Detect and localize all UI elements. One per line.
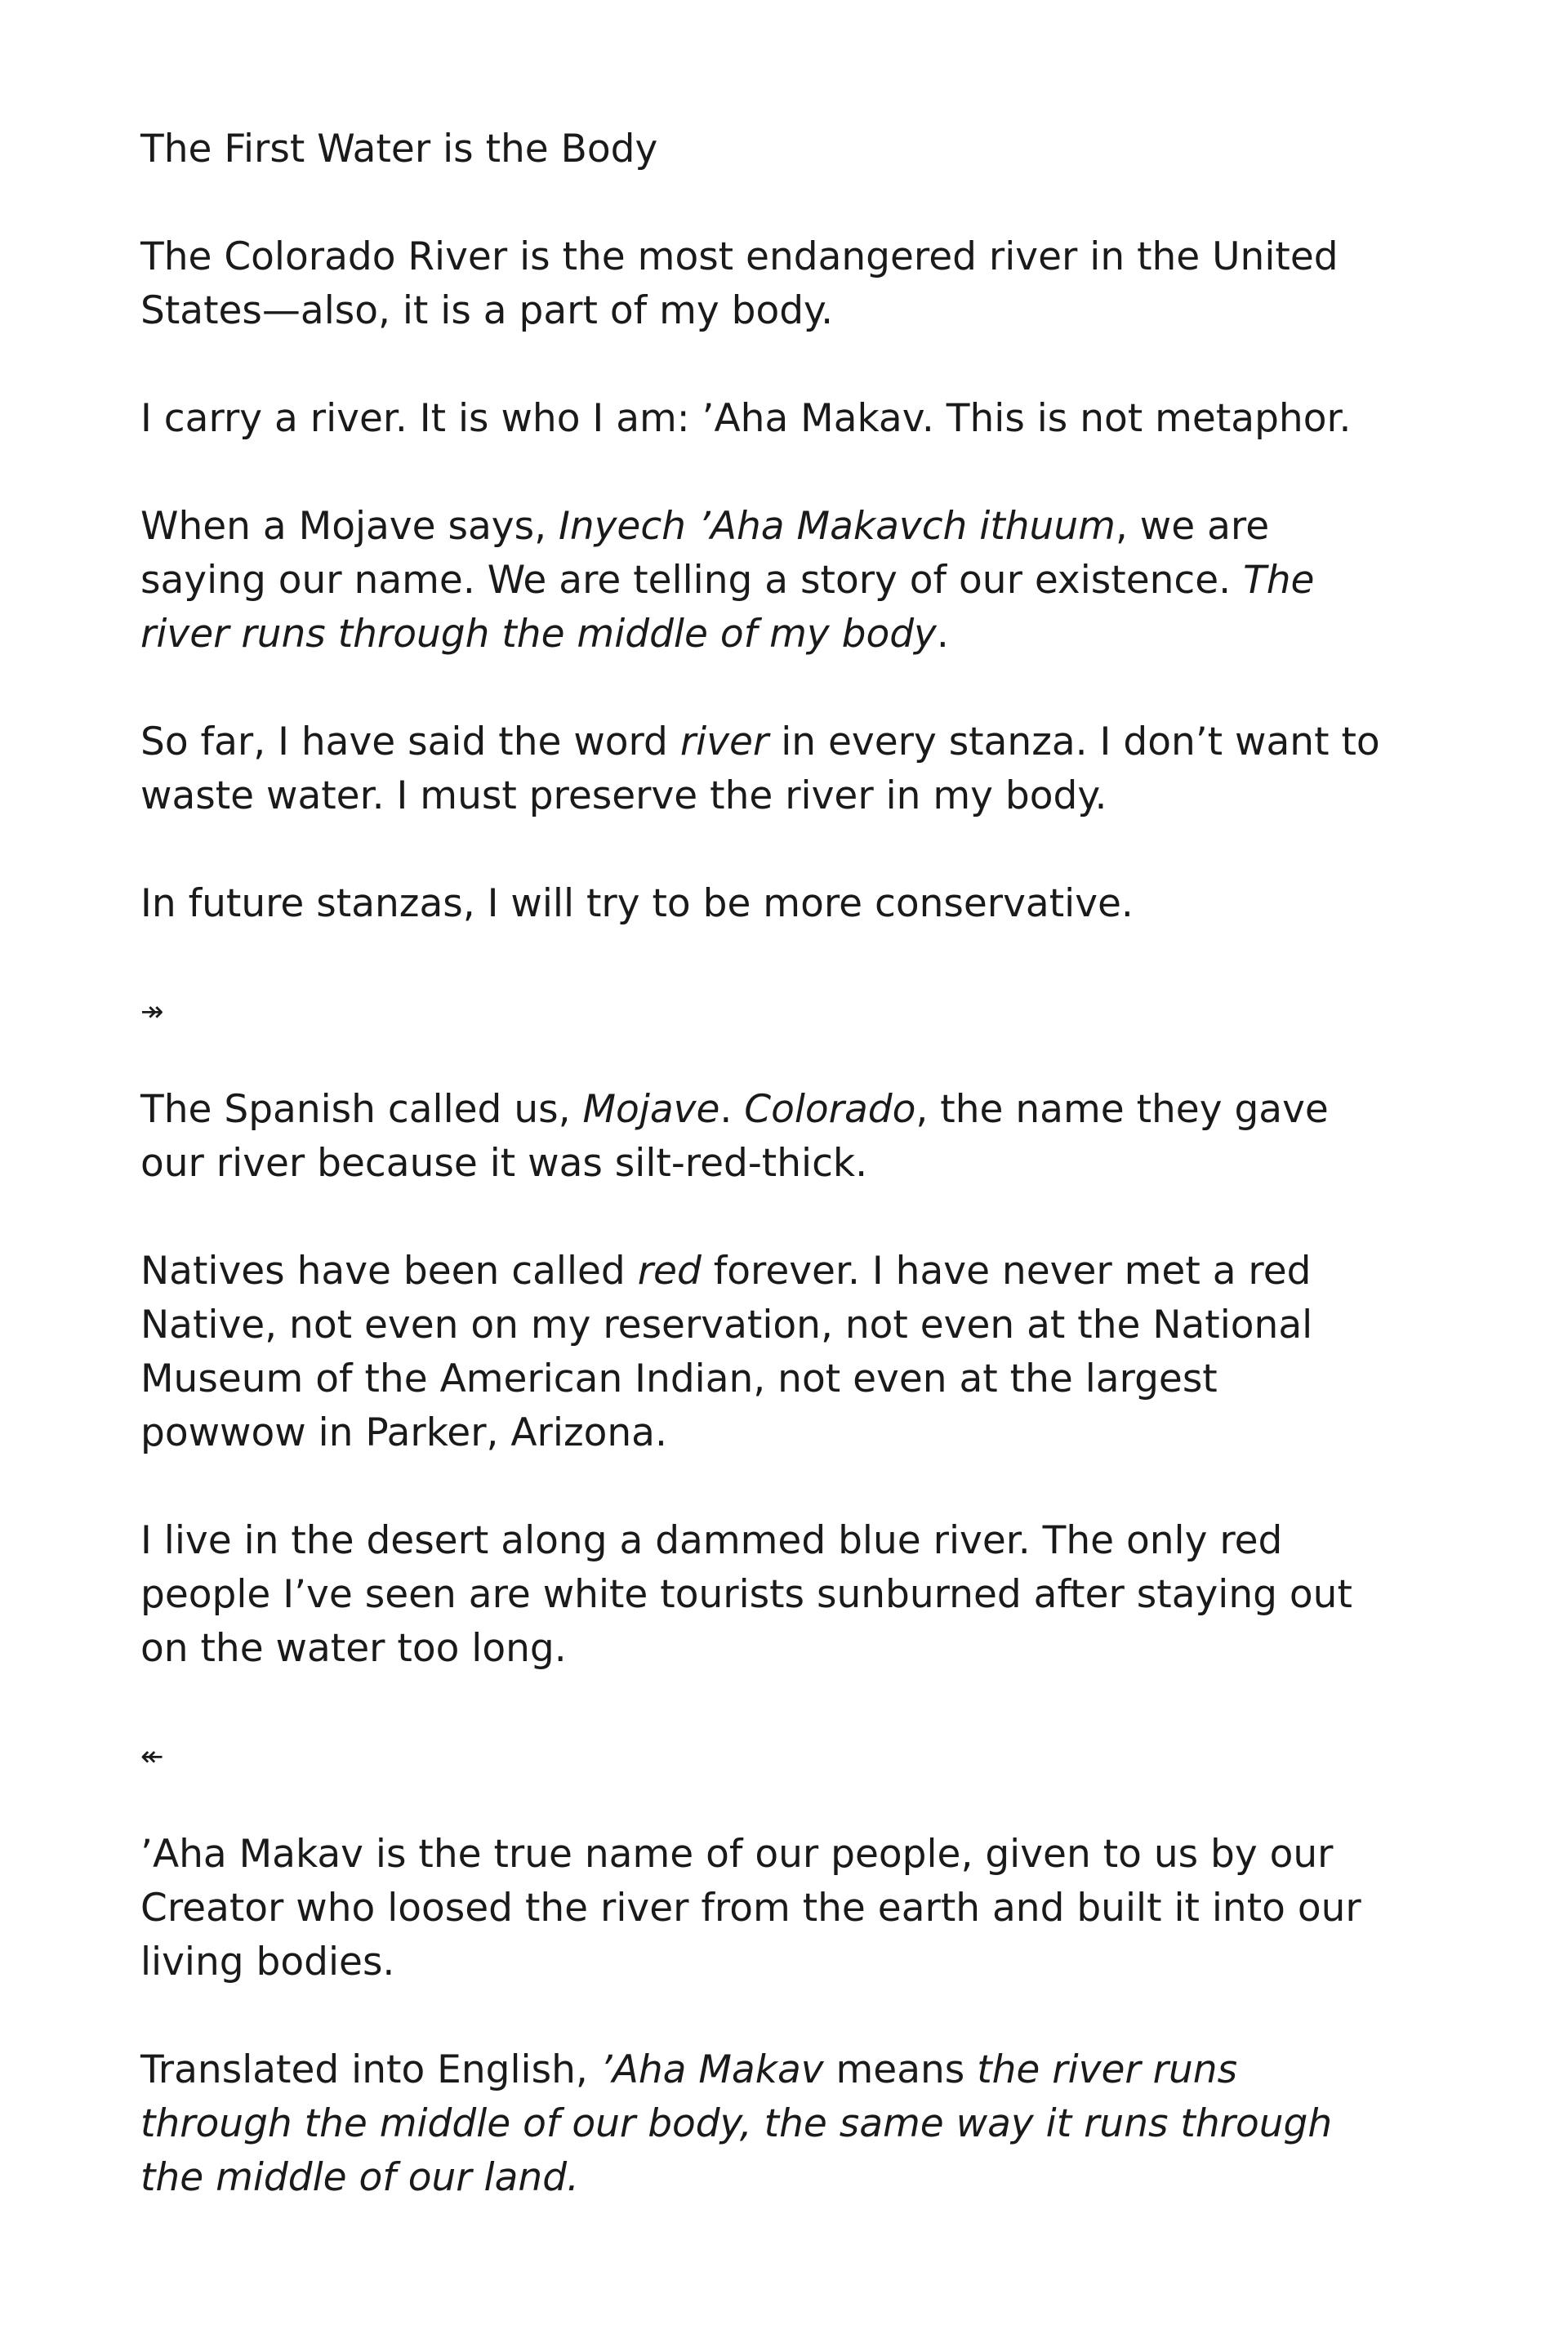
poem-title: The First Water is the Body [140, 127, 658, 172]
stanza-10-italic-translation: the river runs through the middle of our body, the same way it runs through the middle of our land. [140, 2047, 1333, 2200]
stanza-6-italic-colorado: Colorado [744, 1087, 916, 1132]
stanza-2 [140, 392, 1382, 446]
section-divider-backward-arrow: ↞ [140, 1740, 164, 1773]
poem-page [140, 122, 1382, 2259]
stanza-4-text-c: in every stanza. I don’t want to waste water. I must preserve the river in my body. [140, 719, 1380, 818]
stanza-2-text: I carry a river. It is who I am: ’Aha Makav. This is not metaphor. [140, 396, 1352, 441]
stanza-6-text-a: The Spanish called us, [140, 1087, 583, 1132]
stanza-3 [140, 500, 1382, 662]
section-divider-forward-arrow: ↠ [140, 996, 164, 1028]
stanza-10 [140, 2043, 1382, 2205]
stanza-1 [140, 230, 1382, 338]
stanza-3-text-c: , we are saying our name. We are telling a story of our existence. [140, 504, 1270, 603]
stanza-4 [140, 715, 1382, 823]
stanza-7-italic-red: red [637, 1249, 702, 1294]
stanza-10-italic-aha-makav: ’Aha Makav [599, 2047, 824, 2092]
stanza-7 [140, 1245, 1382, 1460]
stanza-4-italic-river: river [679, 719, 769, 764]
stanza-6 [140, 1083, 1382, 1191]
stanza-9-text: ’Aha Makav is the true name of our people, given to us by our Creator who loosed the river from the earth and built it into our living bodies. [140, 1832, 1361, 1984]
stanza-6-text-c: . [719, 1087, 745, 1132]
stanza-4-text-a: So far, I have said the word [140, 719, 680, 764]
stanza-7-text-c: forever. I have never met a red Native, not even on my reservation, not even at the National Museum of the American Indian, not even at the largest powwow in Parker, Arizona. [140, 1249, 1313, 1455]
stanza-3-italic-mojave-phrase: Inyech ’Aha Makavch ithuum [558, 504, 1116, 549]
stanza-6-italic-mojave: Mojave [582, 1087, 720, 1132]
stanza-5-text: In future stanzas, I will try to be more conservative. [140, 881, 1134, 926]
stanza-10-text-c: means [823, 2047, 978, 2092]
stanza-3-text-e: . [936, 612, 949, 657]
stanza-7-text-a: Natives have been called [140, 1249, 638, 1294]
stanza-3-italic-translation: The river runs through the middle of my body [140, 558, 1315, 657]
stanza-10-text-a: Translated into English, [140, 2047, 600, 2092]
stanza-9 [140, 1828, 1382, 1989]
stanza-8-text: I live in the desert along a dammed blue river. The only red people I’ve seen are white tourists sunburned after staying out on the water too long. [140, 1518, 1352, 1671]
stanza-1-text: The Colorado River is the most endangered river in the United States—also, it is a part of my body. [140, 234, 1339, 333]
stanza-3-text-a: When a Mojave says, [140, 504, 559, 549]
stanza-6-text-e: , the name they gave our river because it was silt-red-thick. [140, 1087, 1329, 1186]
stanza-8 [140, 1514, 1382, 1676]
stanza-5 [140, 877, 1382, 931]
